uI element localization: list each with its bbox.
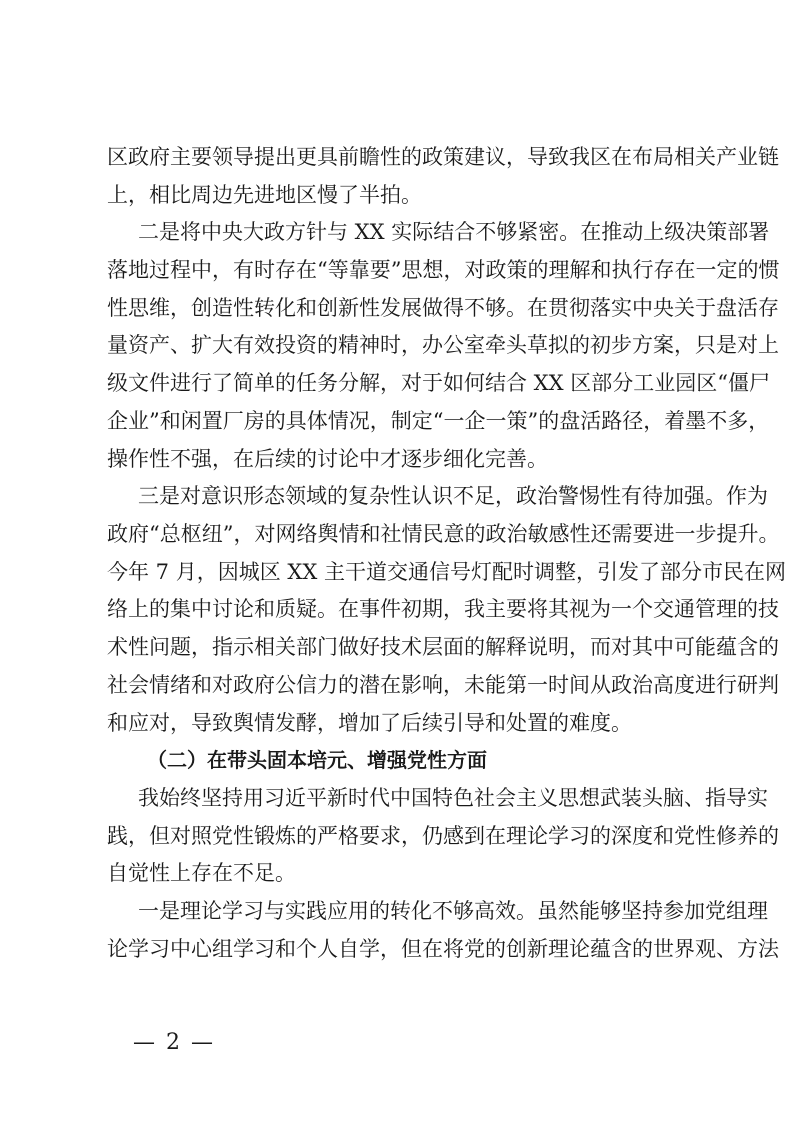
body-line: 落地过程中，有时存在“等靠要”思想，对政策的理解和执行存在一定的惯	[107, 258, 780, 282]
page-number: — 2 —	[133, 1030, 215, 1055]
body-line: 自觉性上存在不足。	[107, 861, 296, 885]
body-line: 级文件进行了简单的任务分解，对于如何结合 XX 区部分工业园区“僵尸	[107, 371, 770, 395]
body-line: 操作性不强，在后续的讨论中才逐步细化完善。	[107, 447, 548, 471]
paragraph-start-line: 我始终坚持用习近平新时代中国特色社会主义思想武装头脑、指导实	[138, 786, 768, 810]
body-line: 政府“总枢纽”，对网络舆情和社情民意的政治敏感性还需要进一步提升。	[107, 522, 780, 546]
paragraph-start-line: 三是对意识形态领域的复杂性认识不足，政治警惕性有待加强。作为	[138, 484, 768, 508]
body-line: 社会情绪和对政府公信力的潜在影响，未能第一时间从政治高度进行研判	[107, 673, 779, 697]
section-heading: （二）在带头固本培元、增强党性方面	[147, 748, 487, 772]
body-line: 今年 7 月，因城区 XX 主干道交通信号灯配时调整，引发了部分市民在网	[107, 560, 786, 584]
body-line: 性思维，创造性转化和创新性发展做得不够。在贯彻落实中央关于盘活存	[107, 296, 779, 320]
body-line: 量资产、扩大有效投资的精神时，办公室牵头草拟的初步方案，只是对上	[107, 333, 779, 357]
body-line: 论学习中心组学习和个人自学，但在将党的创新理论蕴含的世界观、方法	[107, 937, 779, 961]
body-line: 和应对，导致舆情发酵，增加了后续引导和处置的难度。	[107, 711, 632, 735]
body-line: 术性问题，指示相关部门做好技术层面的解释说明，而对其中可能蕴含的	[107, 635, 779, 659]
paragraph-start-line: 一是理论学习与实践应用的转化不够高效。虽然能够坚持参加党组理	[138, 899, 768, 923]
body-line: 络上的集中讨论和质疑。在事件初期，我主要将其视为一个交通管理的技	[107, 597, 779, 621]
body-line: 区政府主要领导提出更具前瞻性的政策建议，导致我区在布局相关产业链	[107, 145, 779, 169]
body-line: 践，但对照党性锻炼的严格要求，仍感到在理论学习的深度和党性修养的	[107, 824, 779, 848]
body-line: 企业”和闲置厂房的具体情况，制定“一企一策”的盘活路径，着墨不多，	[107, 409, 770, 433]
body-line: 上，相比周边先进地区慢了半拍。	[107, 183, 422, 207]
paragraph-start-line: 二是将中央大政方针与 XX 实际结合不够紧密。在推动上级决策部署	[138, 220, 770, 244]
